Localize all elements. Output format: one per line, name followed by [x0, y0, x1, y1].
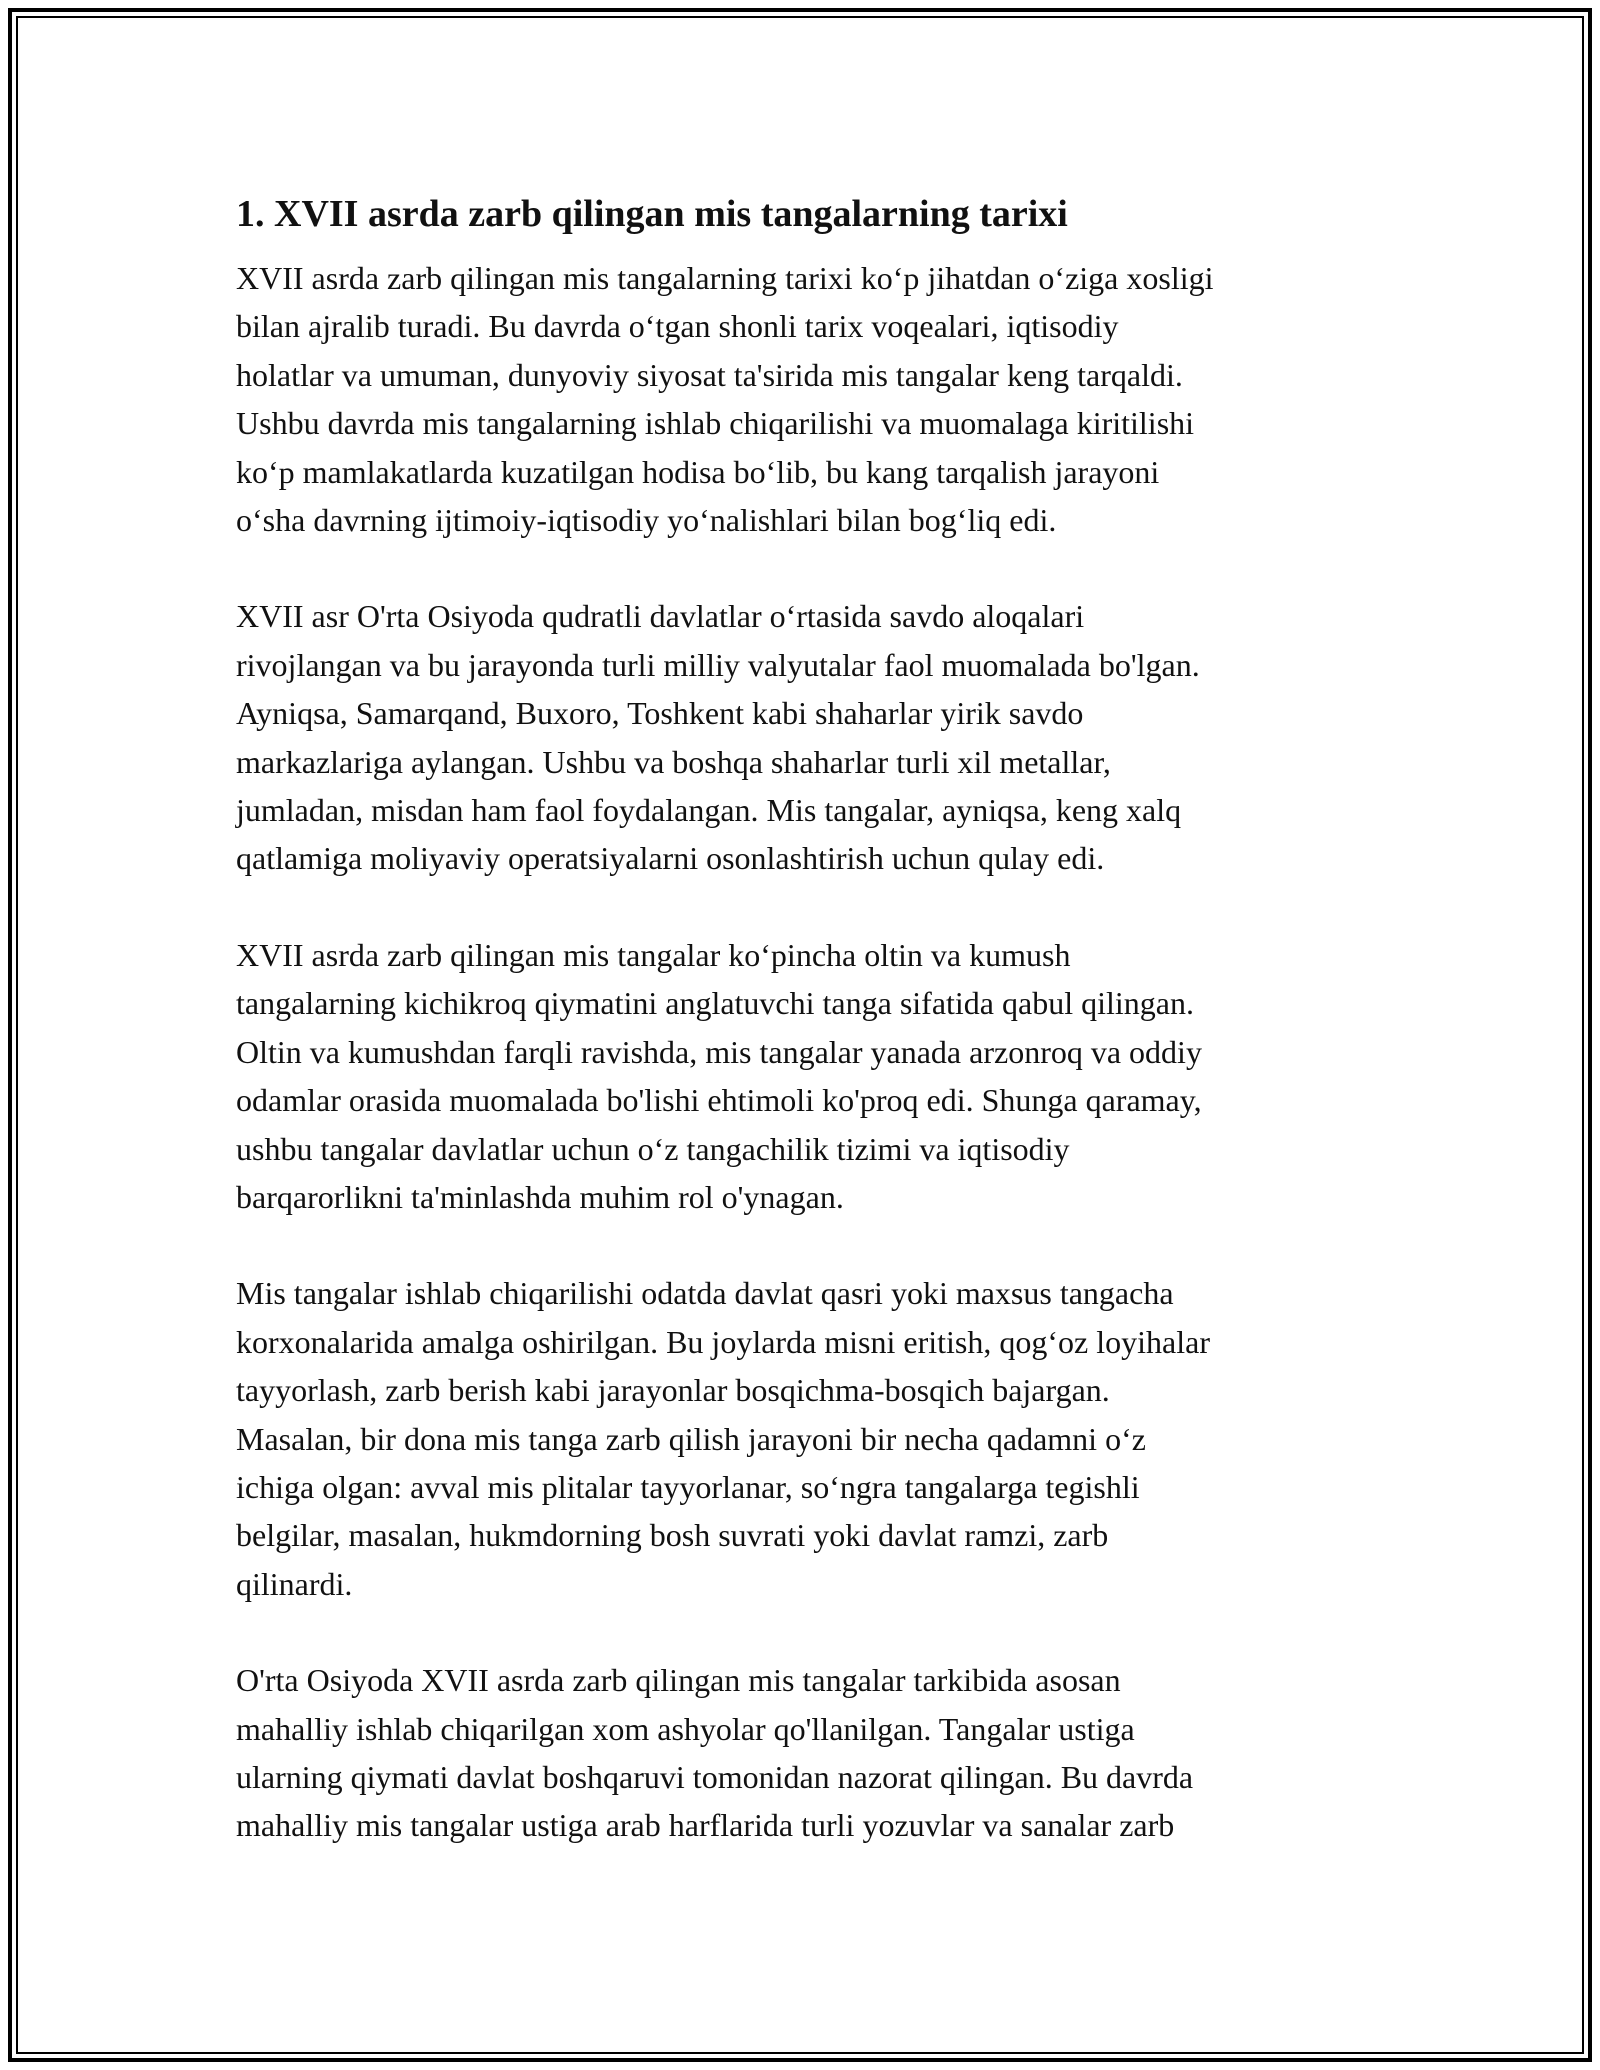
paragraph-line: XVII asrda zarb qilingan mis tangalar ko‘pincha oltin va kumush	[236, 936, 1071, 973]
paragraph-line: Oltin va kumushdan farqli ravishda, mis tangalar yanada arzonroq va oddiy	[236, 1033, 1202, 1070]
paragraph-1	[236, 254, 1364, 544]
paragraph-line: bilan ajralib turadi. Bu davrda o‘tgan shonli tarix voqealari, iqtisodiy	[236, 308, 1119, 345]
paragraph-line: o‘sha davrning ijtimoiy-iqtisodiy yo‘nalishlari bilan bog‘liq edi.	[236, 502, 1057, 539]
paragraph-4	[236, 1269, 1364, 1608]
paragraph-line: XVII asrda zarb qilingan mis tangalarning tarixi ko‘p jihatdan o‘ziga xosligi	[236, 260, 1214, 296]
paragraph-line: ko‘p mamlakatlarda kuzatilgan hodisa bo‘lib, bu kang tarqalish jarayoni	[236, 453, 1160, 490]
paragraph-line: XVII asr O'rta Osiyoda qudratli davlatlar o‘rtasida savdo aloqalari	[236, 598, 1085, 635]
paragraph-line: jumladan, misdan ham faol foydalangan. Mis tangalar, ayniqsa, keng xalq	[236, 792, 1182, 829]
section-heading: 1. XVII asrda zarb qilingan mis tangalarning tarixi	[236, 193, 1068, 235]
paragraph-line: mahalliy mis tangalar ustiga arab harflarida turli yozuvlar va sanalar zarb	[236, 1807, 1175, 1844]
paragraph-line: Masalan, bir dona mis tanga zarb qilish jarayoni bir necha qadamni o‘z	[236, 1420, 1146, 1457]
paragraph-3	[236, 931, 1364, 1221]
paragraph-line: ichiga olgan: avval mis plitalar tayyorlanar, so‘ngra tangalarga tegishli	[236, 1468, 1140, 1505]
paragraph-line: O'rta Osiyoda XVII asrda zarb qilingan mis tangalar tarkibida asosan	[236, 1662, 1121, 1699]
paragraph-line: Mis tangalar ishlab chiqarilishi odatda davlat qasri yoki maxsus tangacha	[236, 1275, 1174, 1312]
paragraph-line: markazlariga aylangan. Ushbu va boshqa shaharlar turli xil metallar,	[236, 743, 1111, 780]
paragraph-line: qatlamiga moliyaviy operatsiyalarni osonlashtirish uchun qulay edi.	[236, 840, 1105, 877]
document-body	[236, 188, 1364, 1898]
paragraph-line: holatlar va umuman, dunyoviy siyosat ta'sirida mis tangalar keng tarqaldi.	[236, 356, 1183, 393]
paragraph-line: korxonalarida amalga oshirilgan. Bu joylarda misni eritish, qog‘oz loyihalar	[236, 1323, 1210, 1360]
paragraph-line: rivojlangan va bu jarayonda turli milliy valyutalar faol muomalada bo'lgan.	[236, 646, 1200, 683]
paragraph-line: tayyorlash, zarb berish kabi jarayonlar bosqichma-bosqich bajargan.	[236, 1372, 1110, 1409]
paragraph-2	[236, 592, 1364, 882]
paragraph-line: qilinardi.	[236, 1565, 353, 1602]
paragraph-line: belgilar, masalan, hukmdorning bosh suvrati yoki davlat ramzi, zarb	[236, 1517, 1109, 1554]
paragraph-line: ushbu tangalar davlatlar uchun o‘z tangachilik tizimi va iqtisodiy	[236, 1130, 1070, 1167]
paragraph-line: mahalliy ishlab chiqarilgan xom ashyolar qo'llanilgan. Tangalar ustiga	[236, 1710, 1135, 1747]
paragraph-line: barqarorlikni ta'minlashda muhim rol o'ynagan.	[236, 1178, 844, 1215]
paragraph-line: tangalarning kichikroq qiymatini anglatuvchi tanga sifatida qabul qilingan.	[236, 985, 1194, 1022]
paragraph-line: Ushbu davrda mis tangalarning ishlab chiqarilishi va muomalaga kiritilishi	[236, 405, 1195, 442]
paragraph-line: Ayniqsa, Samarqand, Buxoro, Toshkent kabi shaharlar yirik savdo	[236, 695, 1084, 732]
paragraph-line: ularning qiymati davlat boshqaruvi tomonidan nazorat qilingan. Bu davrda	[236, 1758, 1194, 1795]
paragraph-5	[236, 1656, 1364, 1850]
paragraph-line: odamlar orasida muomalada bo'lishi ehtimoli ko'proq edi. Shunga qaramay,	[236, 1082, 1202, 1119]
